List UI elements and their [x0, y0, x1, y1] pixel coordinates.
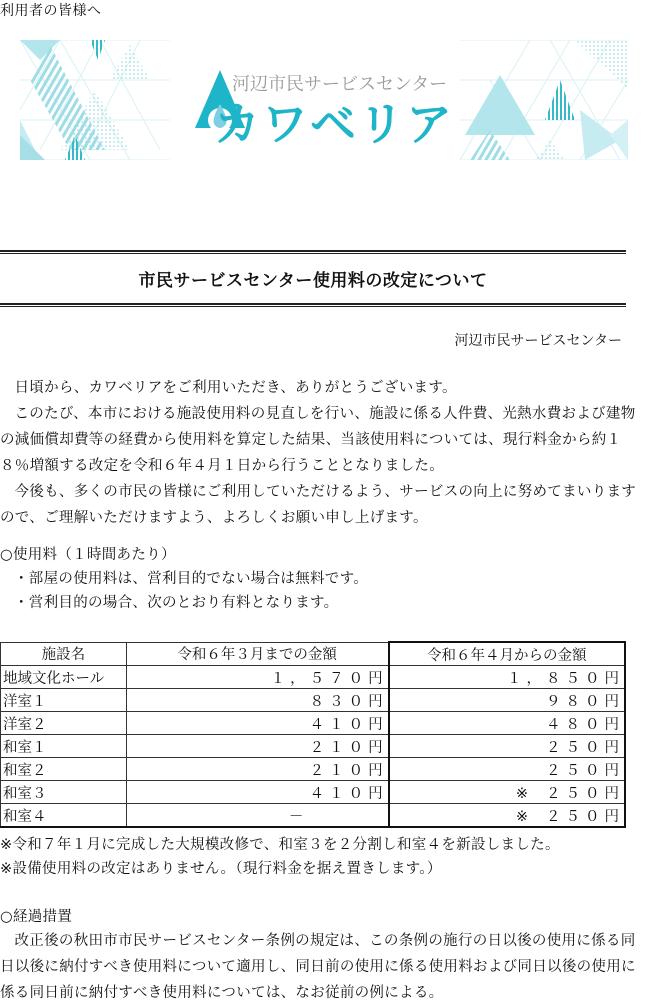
- table-row: [1, 666, 626, 689]
- note-2: ※設備使用料の改定はありません。（現行料金を据え置きします。）: [0, 861, 442, 877]
- old-price: ４１０円: [126, 781, 388, 804]
- facility-name: 洋室２: [1, 712, 127, 735]
- facility-name: 和室４: [1, 804, 127, 828]
- banner-brand: カワベリア: [214, 97, 454, 151]
- fee-table: [0, 641, 626, 828]
- new-price: [389, 758, 625, 781]
- header-new-price: 令和６年４月からの金額: [389, 642, 625, 666]
- issuer: 河辺市民サービスセンター: [454, 333, 622, 349]
- table-row: [1, 781, 626, 804]
- new-price-value: ２５０円: [546, 739, 624, 756]
- transition-body: 改正後の秋田市市民サービスセンター条例の規定は、この条例の施行の日以後の使用に係る同日以後に納付すべき使用料について適用し、同日前の使用に係る使用料および同日以後の使用に係る同日前に納付すべき使用料については、なお従前の例による。: [0, 933, 636, 1001]
- fees-bullet-1: ・部屋の使用料は、営利目的でない場合は無料です。: [14, 571, 369, 587]
- facility-name: 和室１: [1, 735, 127, 758]
- new-price-value: ２５０円: [546, 762, 624, 779]
- new-price-value: ４８０円: [546, 716, 624, 733]
- table-header-row: [1, 642, 626, 666]
- table-row: [1, 735, 626, 758]
- table-row: [1, 689, 626, 712]
- new-price: [389, 735, 625, 758]
- intro-paragraph-3: 今後も、多くの市民の皆様にご利用していただけるよう、サービスの向上に努めてまいりますので、ご理解いただけますよう、よろしくお願い申し上げます。: [0, 484, 637, 526]
- note-1: ※令和７年１月に完成した大規模改修で、和室３を２分割し和室４を新設しました。: [0, 837, 560, 853]
- old-price: ２１０円: [126, 735, 388, 758]
- facility-name: 地域文化ホール: [1, 666, 127, 689]
- old-price: －: [126, 804, 388, 828]
- old-price: ８３０円: [126, 689, 388, 712]
- page-title: 市民サービスセンター使用料の改定について: [138, 271, 488, 291]
- new-price: [389, 689, 625, 712]
- header-old-price: 令和６年３月までの金額: [126, 642, 388, 666]
- old-price: ２１０円: [126, 758, 388, 781]
- table-row: [1, 758, 626, 781]
- greeting: 利用者の皆様へ: [0, 3, 102, 19]
- new-price: [389, 804, 625, 828]
- facility-name: 洋室１: [1, 689, 127, 712]
- title-rule-bottom: [0, 303, 626, 307]
- new-price-value: １，８５０円: [507, 670, 624, 687]
- fees-bullet-2: ・営利目的の場合、次のとおり有料となります。: [14, 595, 339, 611]
- note-mark: ※: [515, 808, 528, 825]
- new-price: [389, 666, 625, 689]
- old-price: ４１０円: [126, 712, 388, 735]
- note-mark: ※: [515, 785, 528, 802]
- facility-name: 和室２: [1, 758, 127, 781]
- intro-paragraph-2: このたび、本市における施設使用料の見直しを行い、施設に係る人件費、光熱水費および建物の減価償却費等の経費から使用料を算定した結果、当該使用料については、現行料金から約１８％増額する改定を令和６年４月１日から行うこととなりました。: [0, 406, 636, 474]
- old-price: １，５７０円: [126, 666, 388, 689]
- facility-name: 和室３: [1, 781, 127, 804]
- new-price-value: ２５０円: [546, 785, 624, 802]
- intro-paragraph-1: 日頃から、カワベリアをご利用いただき、ありがとうございます。: [14, 380, 457, 396]
- table-row: [1, 804, 626, 828]
- new-price-value: ２５０円: [546, 808, 624, 825]
- banner-subtitle: 河辺市民サービスセンター: [232, 74, 448, 95]
- new-price: [389, 781, 625, 804]
- header-facility: 施設名: [1, 642, 127, 666]
- new-price-value: ９８０円: [546, 693, 624, 710]
- new-price: [389, 712, 625, 735]
- title-rule-top: [0, 250, 626, 254]
- fees-heading: ○使用料（１時間あたり）: [0, 547, 176, 563]
- table-row: [1, 712, 626, 735]
- transition-heading: ○経過措置: [0, 909, 73, 925]
